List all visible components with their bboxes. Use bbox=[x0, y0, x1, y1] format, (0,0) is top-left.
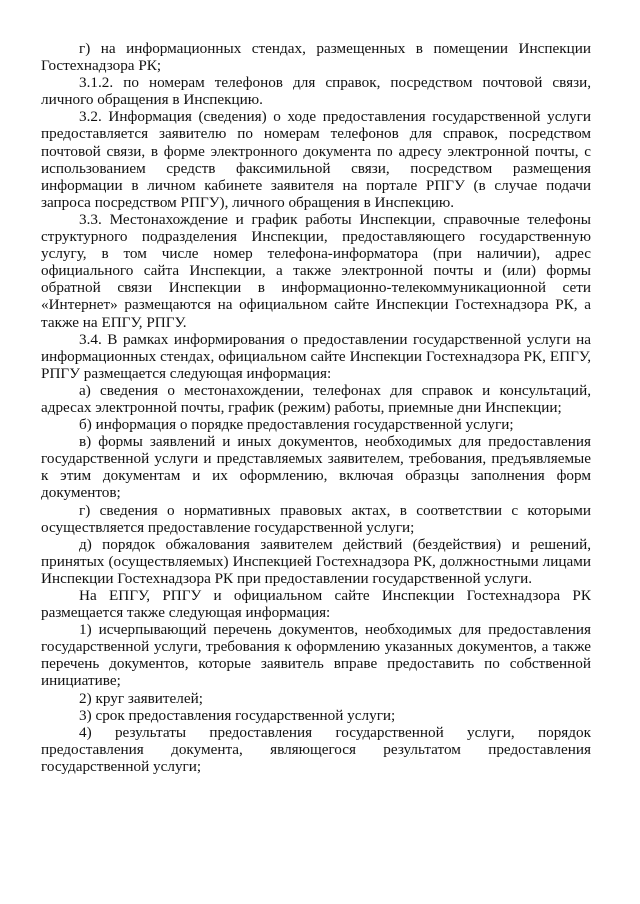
paragraph-3-4: 3.4. В рамках информирования о предоставлении государственной услуги на информационных стендах, официальном сайте Инспекции Гостехнадзора РК, ЕПГУ, РПГУ размещается следующая информация: bbox=[41, 330, 591, 382]
document-page bbox=[41, 40, 591, 775]
paragraph-3-3: 3.3. Местонахождение и график работы Инспекции, справочные телефоны структурного подразделения Инспекции, предоставляющего государственную услугу, в том числе номер телефона-информатора (при наличии), адрес официального сайта Инспекции, а также электронной почты и (или) формы обратной связи Инспекции в информационно-телекоммуникационной сети «Интернет» размещаются на официальном сайте Инспекции Гостехнадзора РК, а также на ЕПГУ, РПГУ. bbox=[41, 210, 591, 331]
numbered-item-1: 1) исчерпывающий перечень документов, необходимых для предоставления государственной услуги, требования к оформлению указанных документов, а также перечень документов, которые заявитель вправе предоставить по собственной инициативе; bbox=[41, 621, 591, 690]
paragraph-3-1-2: 3.1.2. по номерам телефонов для справок, посредством почтовой связи, личного обращения в Инспекцию. bbox=[41, 74, 591, 109]
list-item-d: д) порядок обжалования заявителем действий (бездействия) и решений, принятых (осуществляемых) Инспекцией Гостехнадзора РК, должностными лицами Инспекции Гостехнадзора РК при предоставлении государственной услуги. bbox=[41, 535, 591, 587]
paragraph-additional-info: На ЕПГУ, РПГУ и официальном сайте Инспекции Гостехнадзора РК размещается также следующая информация: bbox=[41, 587, 591, 622]
paragraph-3-1-1-g: г) на информационных стендах, размещенных в помещении Инспекции Гостехнадзора РК; bbox=[41, 40, 591, 75]
paragraph-3-2: 3.2. Информация (сведения) о ходе предоставления государственной услуги предоставляется заявителю по номерам телефонов для справок, посредством почтовой связи, в форме электронного документа по адресу электронной почты, с использованием средств факсимильной связи, посредством размещения информации в личном кабинете заявителя на портале РПГУ (в случае подачи запроса посредством РПГУ), личного обращения в Инспекцию. bbox=[41, 108, 591, 211]
numbered-item-4: 4) результаты предоставления государственной услуги, порядок предоставления документа, являющегося результатом предоставления государственной услуги; bbox=[41, 723, 591, 775]
list-item-a: а) сведения о местонахождении, телефонах для справок и консультаций, адресах электронной почты, график (режим) работы, приемные дни Инспекции; bbox=[41, 381, 591, 416]
list-item-v: в) формы заявлений и иных документов, необходимых для предоставления государственной услуги и представляемых заявителем, требования, предъявляемые к этим документам и их оформлению, включая образцы заполнения форм документов; bbox=[41, 433, 591, 502]
list-item-g: г) сведения о нормативных правовых актах, в соответствии с которыми осуществляется предоставление государственной услуги; bbox=[41, 501, 591, 536]
numbered-item-2: 2) круг заявителей; bbox=[79, 689, 203, 707]
numbered-item-3: 3) срок предоставления государственной услуги; bbox=[79, 706, 396, 724]
list-item-b: б) информация о порядке предоставления государственной услуги; bbox=[79, 416, 514, 434]
